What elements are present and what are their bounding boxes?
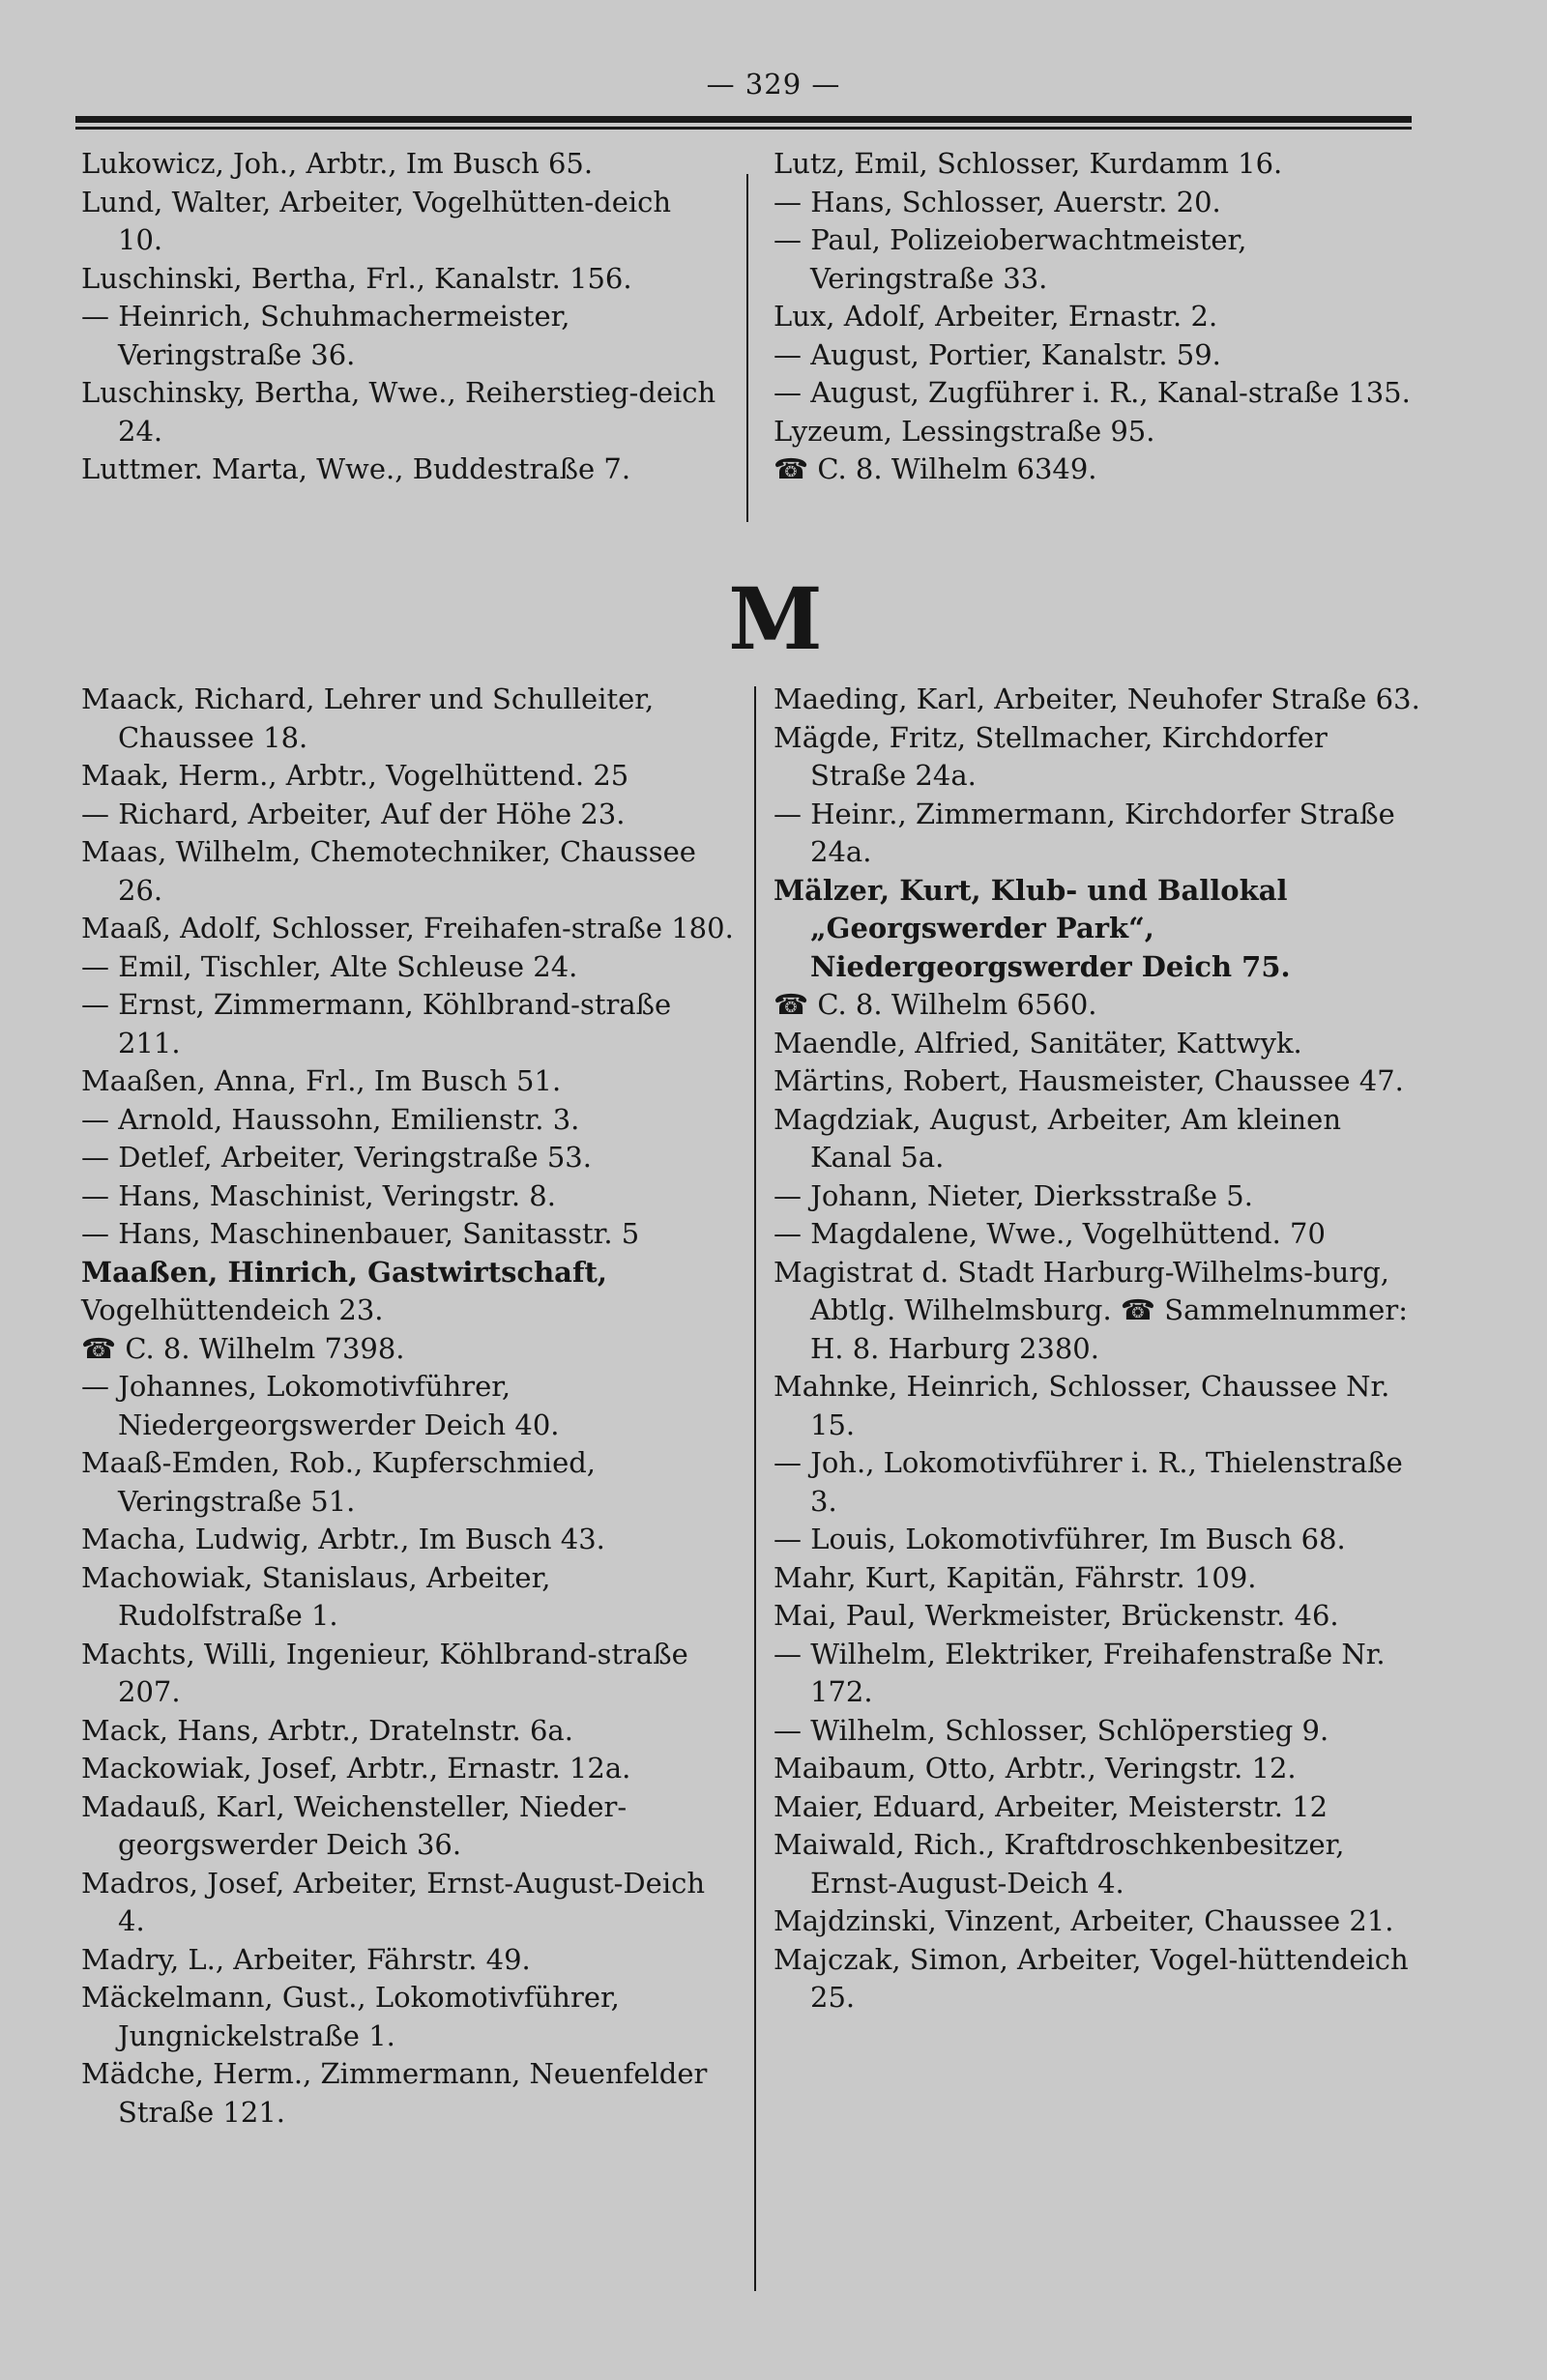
page-number: — 329 — xyxy=(706,68,841,101)
directory-entry: Mädche, Herm., Zimmermann, Neuenfelder Straße 121. xyxy=(81,2057,708,2129)
directory-entry: Maeding, Karl, Arbeiter, Neuhofer Straße 63. xyxy=(774,682,1420,715)
directory-entry: Maaßen, Hinrich, Gastwirtschaft, xyxy=(81,1255,607,1289)
column-divider-main xyxy=(754,686,756,2291)
directory-entry: Maaßen, Anna, Frl., Im Busch 51. xyxy=(81,1064,562,1097)
directory-entry: Maaß-Emden, Rob., Kupferschmied, Veringstraße 51. xyxy=(81,1446,597,1518)
directory-entry: — Joh., Lokomotivführer i. R., Thielenstraße 3. xyxy=(774,1446,1403,1518)
directory-entry: Machowiak, Stanislaus, Arbeiter, Rudolfstraße 1. xyxy=(81,1560,551,1632)
directory-entry: — Paul, Polizeioberwachtmeister, Veringstraße 33. xyxy=(774,223,1247,295)
directory-entry: — Detlef, Arbeiter, Veringstraße 53. xyxy=(81,1141,592,1174)
directory-entry: Vogelhüttendeich 23. xyxy=(81,1293,384,1326)
directory-entry: Maier, Eduard, Arbeiter, Meisterstr. 12 xyxy=(774,1789,1328,1823)
directory-entry: Madauß, Karl, Weichensteller, Nieder-georgswerder Deich 36. xyxy=(81,1789,628,1861)
directory-entry: — Heinr., Zimmermann, Kirchdorfer Straße 24a. xyxy=(774,797,1395,868)
directory-entry: Maack, Richard, Lehrer und Schulleiter, Chaussee 18. xyxy=(81,682,655,754)
section-letter: M xyxy=(728,568,819,669)
directory-entry: Madry, L., Arbeiter, Fährstr. 49. xyxy=(81,1942,531,1976)
directory-entry: — Johannes, Lokomotivführer, Niedergeorgswerder Deich 40. xyxy=(81,1370,560,1441)
column-r-main xyxy=(774,681,1426,2017)
directory-entry: Magdziak, August, Arbeiter, Am kleinen Kanal 5a. xyxy=(774,1102,1341,1174)
directory-entry: — Hans, Schlosser, Auerstr. 20. xyxy=(774,185,1221,218)
directory-entry: Luttmer. Marta, Wwe., Buddestraße 7. xyxy=(81,452,631,485)
directory-entry: Maendle, Alfried, Sanitäter, Kattwyk. xyxy=(774,1026,1302,1059)
directory-entry: ☎ C. 8. Wilhelm 6349. xyxy=(774,452,1097,485)
directory-entry: — Louis, Lokomotivführer, Im Busch 68. xyxy=(774,1523,1346,1555)
directory-entry: Lyzeum, Lessingstraße 95. xyxy=(774,414,1155,448)
directory-entry: ☎ C. 8. Wilhelm 6560. xyxy=(774,988,1097,1021)
directory-entry: Macha, Ludwig, Arbtr., Im Busch 43. xyxy=(81,1523,605,1555)
column-l-main xyxy=(81,681,734,2132)
directory-entry: Mai, Paul, Werkmeister, Brückenstr. 46. xyxy=(774,1599,1339,1632)
directory-entry: Luschinski, Bertha, Frl., Kanalstr. 156. xyxy=(81,261,632,295)
directory-entry: Maas, Wilhelm, Chemotechniker, Chaussee 26. xyxy=(81,835,696,907)
directory-entry: Mahnke, Heinrich, Schlosser, Chaussee Nr. 15. xyxy=(774,1370,1390,1441)
directory-entry: Mackowiak, Josef, Arbtr., Ernastr. 12a. xyxy=(81,1752,631,1785)
directory-entry: — Hans, Maschinenbauer, Sanitasstr. 5 xyxy=(81,1217,640,1250)
directory-entry: — Richard, Arbeiter, Auf der Höhe 23. xyxy=(81,797,626,830)
directory-entry: Mäckelmann, Gust., Lokomotivführer, Jungnickelstraße 1. xyxy=(81,1981,620,2052)
header-rule xyxy=(75,116,1412,123)
directory-entry: — Emil, Tischler, Alte Schleuse 24. xyxy=(81,949,578,983)
directory-entry: — Wilhelm, Elektriker, Freihafenstraße Nr. 172. xyxy=(774,1637,1386,1708)
directory-entry: Maibaum, Otto, Arbtr., Veringstr. 12. xyxy=(774,1752,1297,1785)
directory-entry: Luschinsky, Bertha, Wwe., Reiherstieg-deich 24. xyxy=(81,376,716,448)
directory-entry: — Magdalene, Wwe., Vogelhüttend. 70 xyxy=(774,1217,1326,1250)
directory-entry: Mahr, Kurt, Kapitän, Fährstr. 109. xyxy=(774,1560,1257,1594)
directory-entry: Märtins, Robert, Hausmeister, Chaussee 47. xyxy=(774,1064,1404,1097)
directory-entry: Lux, Adolf, Arbeiter, Ernastr. 2. xyxy=(774,300,1218,333)
directory-entry: — Wilhelm, Schlosser, Schlöperstieg 9. xyxy=(774,1713,1329,1747)
header-rule-thin xyxy=(75,127,1412,130)
directory-entry: Magistrat d. Stadt Harburg-Wilhelms-burg, Abtlg. Wilhelmsburg. ☎ Sammelnummer: H. 8. Harburg 2380. xyxy=(774,1255,1408,1365)
directory-entry: Maak, Herm., Arbtr., Vogelhüttend. 25 xyxy=(81,759,629,792)
directory-entry: Maaß, Adolf, Schlosser, Freihafen-straße 180. xyxy=(81,912,734,944)
directory-entry: — Hans, Maschinist, Veringstr. 8. xyxy=(81,1178,556,1212)
directory-entry: Maiwald, Rich., Kraftdroschkenbesitzer, Ernst-August-Deich 4. xyxy=(774,1828,1345,1900)
directory-entry: — August, Zugführer i. R., Kanal-straße 135. xyxy=(774,376,1411,409)
directory-entry: Mägde, Fritz, Stellmacher, Kirchdorfer Straße 24a. xyxy=(774,720,1328,792)
directory-entry: — Johann, Nieter, Dierksstraße 5. xyxy=(774,1178,1253,1212)
directory-entry: Lutz, Emil, Schlosser, Kurdamm 16. xyxy=(774,147,1283,180)
directory-entry: Mack, Hans, Arbtr., Dratelnstr. 6a. xyxy=(81,1713,573,1747)
directory-entry: Lund, Walter, Arbeiter, Vogelhütten-deich 10. xyxy=(81,185,672,256)
directory-entry: Madros, Josef, Arbeiter, Ernst-August-Deich 4. xyxy=(81,1866,706,1937)
directory-entry: — August, Portier, Kanalstr. 59. xyxy=(774,337,1221,371)
directory-entry: Majdzinski, Vinzent, Arbeiter, Chaussee 21. xyxy=(774,1904,1394,1937)
directory-entry: Machts, Willi, Ingenieur, Köhlbrand-straße 207. xyxy=(81,1637,688,1708)
column-r-top xyxy=(774,145,1412,489)
directory-entry: Lukowicz, Joh., Arbtr., Im Busch 65. xyxy=(81,147,594,180)
directory-entry: — Ernst, Zimmermann, Köhlbrand-straße 211. xyxy=(81,988,672,1059)
directory-entry: — Heinrich, Schuhmachermeister, Veringstraße 36. xyxy=(81,300,570,371)
directory-entry: ☎ C. 8. Wilhelm 7398. xyxy=(81,1331,405,1365)
column-divider-top xyxy=(746,174,748,522)
column-l-top xyxy=(81,145,719,489)
directory-entry: Majczak, Simon, Arbeiter, Vogel-hüttendeich 25. xyxy=(774,1942,1409,2014)
directory-entry: — Arnold, Haussohn, Emilienstr. 3. xyxy=(81,1102,580,1136)
directory-entry: Mälzer, Kurt, Klub- und Ballokal „Georgswerder Park“, Niedergeorgswerder Deich 75. xyxy=(774,873,1291,983)
